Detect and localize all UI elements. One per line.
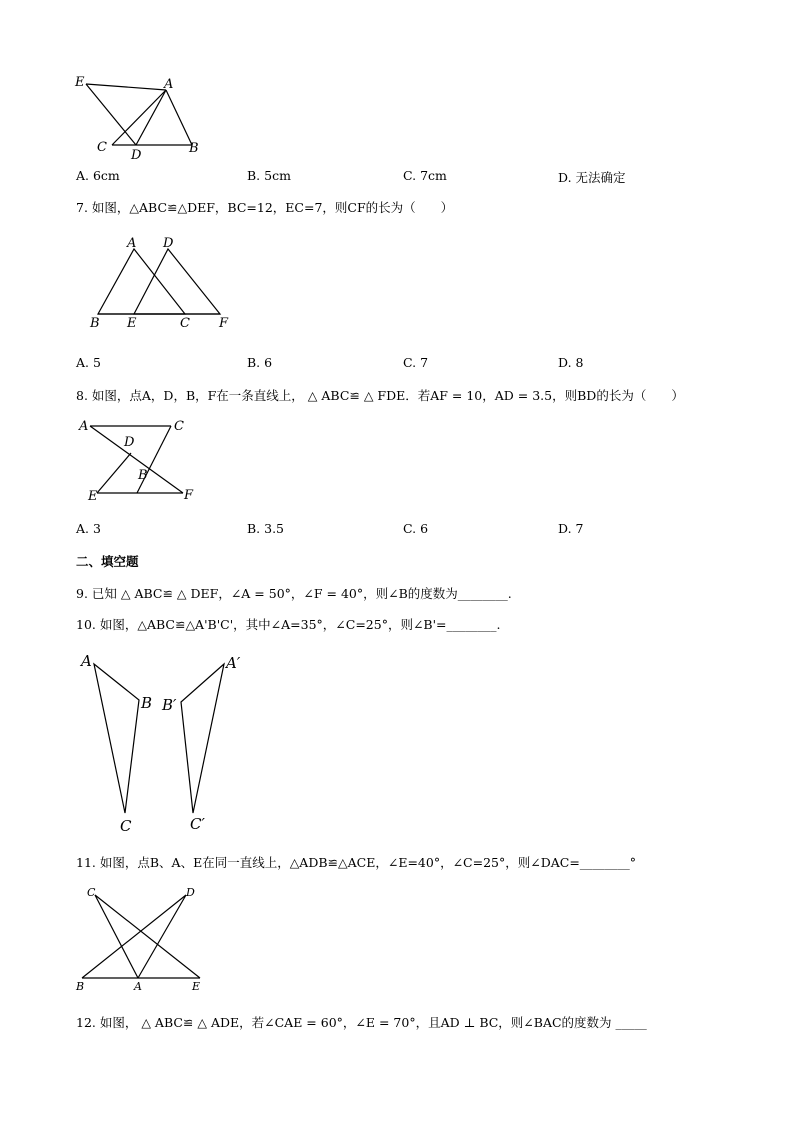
q8-edge-af [90,426,183,493]
q8-label-c: C [174,419,184,434]
q6-option-b[interactable]: B. 5cm [247,168,291,183]
q6-edge-ed [86,84,136,145]
q12-stem: 12. 如图， △ ABC≌ △ ADE，若∠CAE = 60°，∠E = 70°，且AD ⊥ BC，则∠BAC的度数为 _____ [76,1015,647,1030]
q6-edge-ea [86,84,166,90]
q9-stem: 9. 已知 △ ABC≌ △ DEF，∠A = 50°，∠F = 40°，则∠B的度数为________. [76,586,512,601]
q6-option-a[interactable]: A. 6cm [76,168,120,183]
q6-label-e: E [75,75,85,90]
q8-label-f: F [184,488,194,503]
q10-triangle-abc [94,664,139,813]
q10-label-b: B [141,694,153,712]
q7-triangle-abc [98,249,185,314]
q11-edge-da [138,895,186,978]
q10-label-a: A [81,652,92,670]
q8-label-e: E [88,489,98,504]
q10-label-c-prime: C′ [190,815,205,833]
q11-stem: 11. 如图，点B、A、E在同一直线上，△ADB≌△ACE，∠E=40°，∠C=25°，则∠DAC=________° [76,855,637,870]
q8-label-d: D [124,435,135,450]
q11-edge-ca [95,895,138,978]
q8-stem: 8. 如图，点A，D，B，F在一条直线上， △ ABC≌ △ FDE．若AF = 10，AD = 3.5，则BD的长为（ ） [76,388,684,403]
q7-label-b: B [90,316,100,331]
q7-label-d: D [163,236,174,251]
q6-edge-ab [166,90,192,145]
q10-label-c: C [120,817,132,835]
q8-option-a[interactable]: A. 3 [76,521,101,536]
q11-edge-ce [95,895,200,978]
q7-label-c: C [180,316,190,331]
q8-option-c[interactable]: C. 6 [403,521,429,536]
q6-edge-ac [112,90,166,145]
q10-label-b-prime: B′ [162,696,177,714]
q11-edge-db [82,895,186,978]
q11-label-b: B [76,980,85,993]
q7-label-a: A [127,236,137,251]
q8-option-b[interactable]: B. 3.5 [247,521,285,536]
section-title-fill-in: 二、填空题 [76,554,139,569]
q11-label-c: C [87,886,96,899]
q7-stem: 7. 如图，△ABC≌△DEF，BC=12，EC=7，则CF的长为（ ） [76,200,454,215]
q6-label-d: D [131,148,142,163]
q8-edge-de [97,453,131,493]
q10-stem: 10. 如图，△ABC≌△A'B'C'，其中∠A=35°，∠C=25°，则∠B'=________. [76,617,501,632]
q7-label-f: F [219,316,229,331]
q7-figure [85,233,245,333]
q8-label-b: B [138,468,148,483]
q11-label-a: A [134,980,142,993]
q7-option-c[interactable]: C. 7 [403,355,429,370]
q7-option-a[interactable]: A. 5 [76,355,101,370]
q10-triangle-a2b2c2 [181,664,224,813]
q6-option-c[interactable]: C. 7cm [403,168,447,183]
q10-label-a-prime: A′ [226,654,241,672]
q8-option-d[interactable]: D. 7 [558,521,584,536]
q8-figure [75,415,215,510]
q6-label-c: C [97,140,107,155]
q11-label-d: D [186,886,195,899]
q7-label-e: E [127,316,137,331]
q8-label-a: A [79,419,89,434]
q6-label-a: A [164,77,174,92]
q11-label-e: E [192,980,201,993]
q6-label-b: B [189,141,199,156]
q6-option-d[interactable]: D. 无法确定 [558,170,626,185]
q10-figure [75,648,255,838]
q6-figure [70,70,210,165]
q7-option-b[interactable]: B. 6 [247,355,273,370]
q6-edge-ad [136,90,166,145]
q7-option-d[interactable]: D. 8 [558,355,584,370]
q11-figure [74,883,214,993]
